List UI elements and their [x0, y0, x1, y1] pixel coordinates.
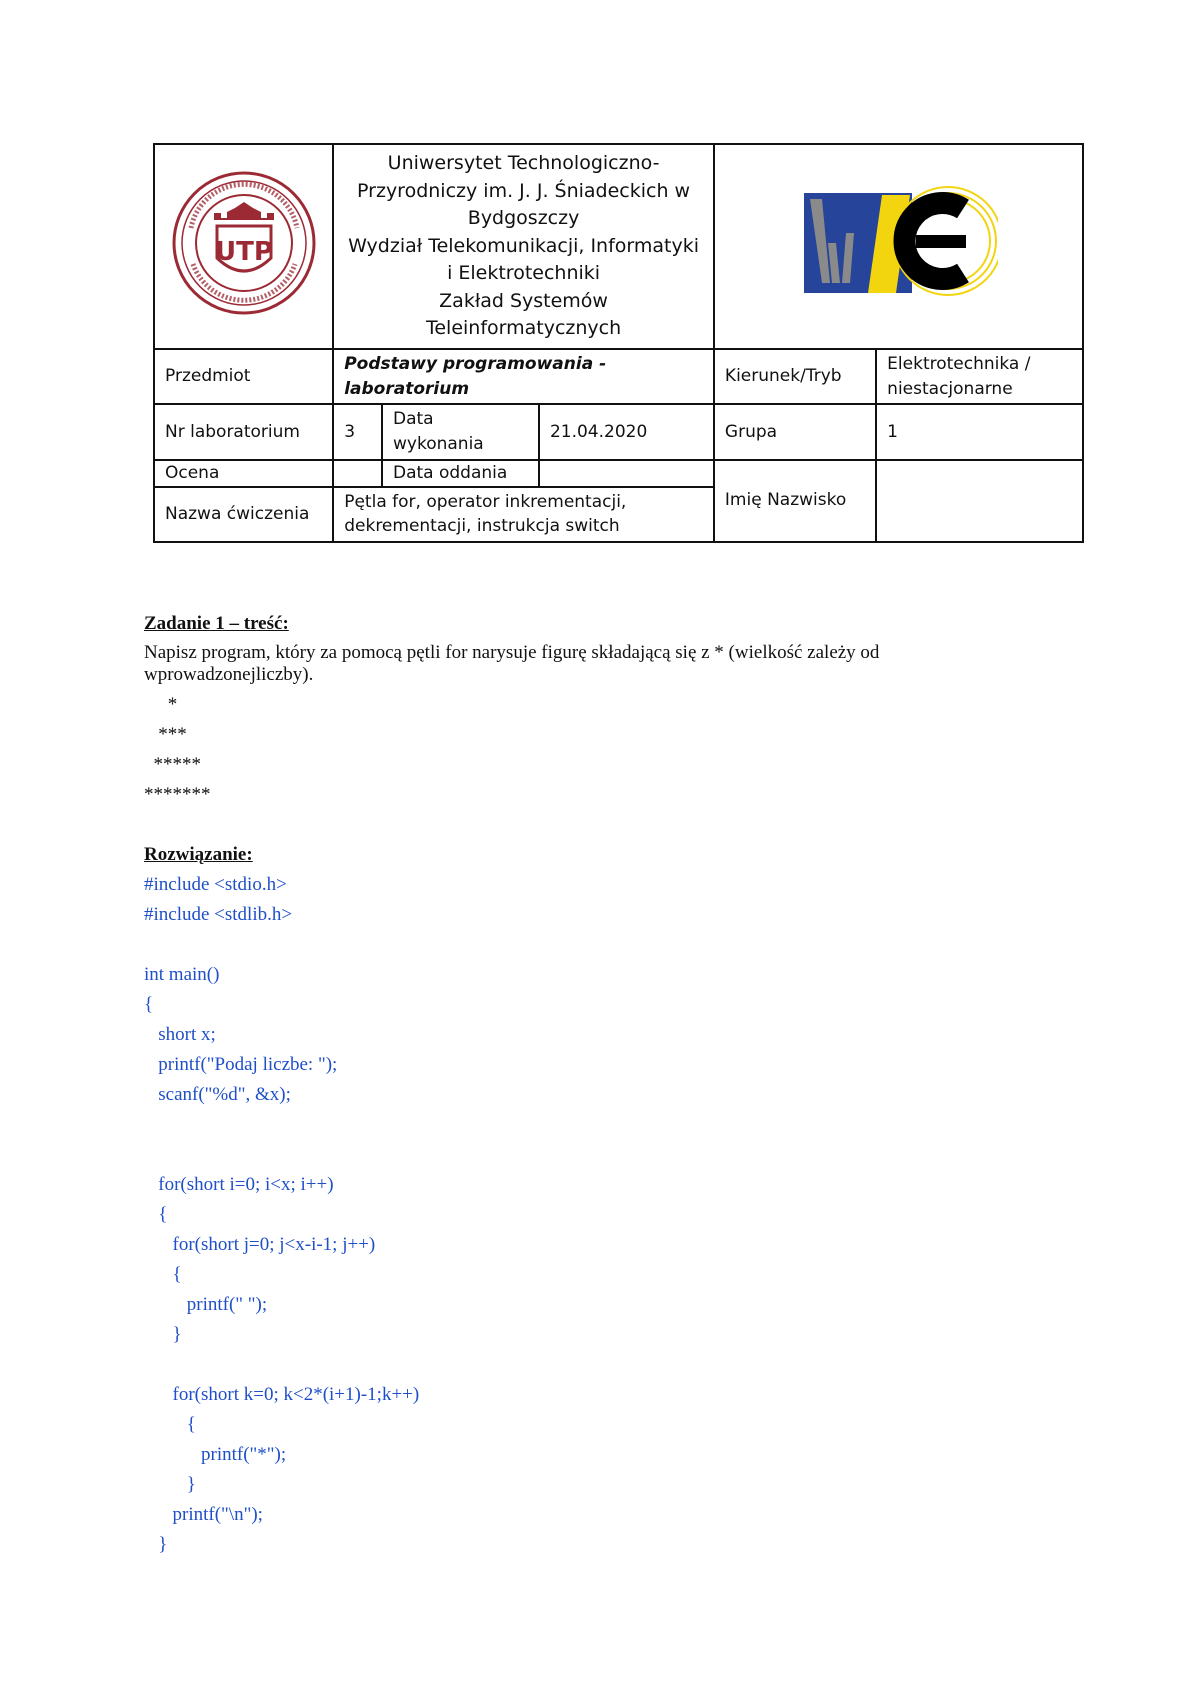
code-line: for(short j=0; j<x-i-1; j++) — [144, 1234, 376, 1255]
data-wykonania-value: 21.04.2020 — [539, 404, 714, 459]
university-title — [333, 144, 714, 349]
code-line: } — [144, 1324, 182, 1345]
code-line — [144, 1140, 1044, 1170]
kierunek-label: Kierunek/Tryb — [714, 349, 876, 404]
code-line: printf("\n"); — [144, 1504, 263, 1525]
star-line: ***** — [144, 754, 201, 775]
code-line: { — [144, 1414, 196, 1435]
przedmiot-value: Podstawy programowania - laboratorium — [333, 349, 714, 404]
code-line: } — [144, 1474, 196, 1495]
data-oddania-value — [539, 460, 714, 487]
utp-logo — [169, 168, 319, 318]
title-line: Teleinformatycznych — [425, 317, 622, 340]
star-line: ******* — [144, 784, 211, 805]
star-figure — [144, 690, 1044, 810]
przedmiot-label: Przedmiot — [154, 349, 333, 404]
code-line: printf("Podaj liczbe: "); — [144, 1054, 338, 1075]
header-table — [153, 143, 1084, 543]
document-body — [144, 609, 1044, 1560]
code-line: for(short i=0; i<x; i++) — [144, 1174, 334, 1195]
code-line: #include <stdlib.h> — [144, 904, 293, 925]
data-oddania-label: Data oddania — [382, 460, 539, 487]
code-line: scanf("%d", &x); — [144, 1084, 291, 1105]
code-line: } — [144, 1534, 168, 1555]
imie-nazwisko-label: Imię Nazwisko — [714, 460, 876, 542]
kierunek-value: Elektrotechnika / niestacjonarne — [876, 349, 1083, 404]
code-line — [144, 1350, 1044, 1380]
grupa-value: 1 — [876, 404, 1083, 459]
wtie-logo — [798, 173, 998, 313]
imie-nazwisko-value — [876, 460, 1083, 542]
title-line: Bydgoszczy — [467, 207, 580, 230]
star-line: *** — [144, 724, 187, 745]
nazwa-cwiczenia-label: Nazwa ćwiczenia — [154, 487, 333, 542]
code-line: for(short k=0; k<2*(i+1)-1;k++) — [144, 1384, 420, 1405]
nr-laboratorium-label: Nr laboratorium — [154, 404, 333, 459]
nr-laboratorium-value: 3 — [333, 404, 382, 459]
utp-logo-cell — [154, 144, 333, 349]
task-heading: Zadanie 1 – treść: — [144, 613, 289, 634]
grupa-label: Grupa — [714, 404, 876, 459]
code-line: #include <stdio.h> — [144, 874, 287, 895]
star-line: * — [144, 694, 178, 715]
title-line: Przyrodniczy im. J. J. Śniadeckich w — [357, 179, 691, 202]
code-line: { — [144, 994, 154, 1015]
code-line: printf("*"); — [144, 1444, 287, 1465]
code-line: { — [144, 1264, 182, 1285]
solution-heading: Rozwiązanie: — [144, 844, 253, 865]
code-block — [144, 870, 1044, 1560]
utp-logo-text: UTP — [214, 236, 273, 267]
ocena-label: Ocena — [154, 460, 333, 487]
code-line: int main() — [144, 964, 220, 985]
title-line: Wydział Telekomunikacji, Informatyki — [348, 234, 700, 257]
ocena-value — [333, 460, 382, 487]
code-line: { — [144, 1204, 168, 1225]
code-line — [144, 930, 1044, 960]
title-line: Zakład Systemów — [439, 289, 608, 312]
code-line — [144, 1110, 1044, 1140]
code-line: printf(" "); — [144, 1294, 268, 1315]
task-text: Napisz program, który za pomocą pętli for narysuje figurę składającą się z * (wielkość zależy od wprowadzonejliczby). — [144, 642, 880, 685]
title-line: i Elektrotechniki — [447, 262, 601, 285]
data-wykonania-label: Data wykonania — [382, 404, 539, 459]
title-line: Uniwersytet Technologiczno- — [387, 152, 660, 175]
nazwa-cwiczenia-value: Pętla for, operator inkrementacji, dekrementacji, instrukcja switch — [333, 487, 714, 542]
wtie-logo-cell — [714, 144, 1083, 349]
code-line: short x; — [144, 1024, 216, 1045]
